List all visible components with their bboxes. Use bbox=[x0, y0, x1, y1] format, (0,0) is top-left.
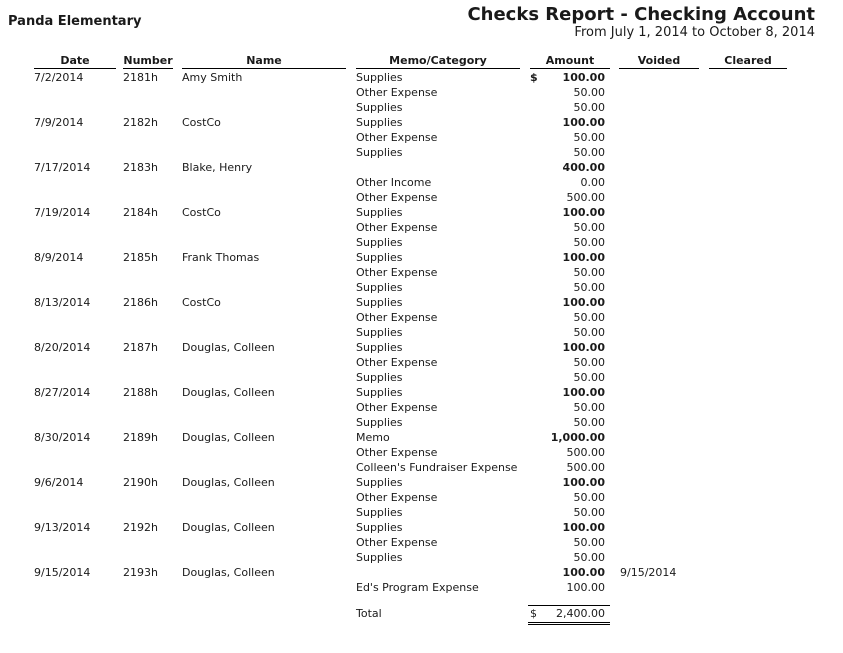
row-payee-name: Frank Thomas bbox=[182, 251, 260, 264]
table-row bbox=[0, 160, 843, 175]
row-memo-category: Supplies bbox=[356, 281, 403, 294]
table-row bbox=[0, 175, 843, 190]
row-amount: 50.00 bbox=[573, 401, 605, 414]
row-memo-category: Supplies bbox=[356, 326, 403, 339]
table-row bbox=[0, 340, 843, 355]
row-amount: 1,000.00 bbox=[550, 431, 605, 444]
row-payee-name: Douglas, Colleen bbox=[182, 431, 275, 444]
row-payee-name: Douglas, Colleen bbox=[182, 566, 275, 579]
row-date: 9/15/2014 bbox=[34, 566, 91, 579]
row-memo-category: Other Expense bbox=[356, 446, 438, 459]
organization-name: Panda Elementary bbox=[8, 14, 142, 29]
row-check-number: 2182h bbox=[123, 116, 158, 129]
row-memo-category: Ed's Program Expense bbox=[356, 581, 479, 594]
column-header-name: Name bbox=[182, 54, 346, 69]
column-header-cleared: Cleared bbox=[709, 54, 787, 69]
row-check-number: 2183h bbox=[123, 161, 158, 174]
row-amount: 50.00 bbox=[573, 536, 605, 549]
row-check-number: 2186h bbox=[123, 296, 158, 309]
table-row bbox=[0, 70, 843, 85]
row-date: 8/20/2014 bbox=[34, 341, 91, 354]
row-check-number: 2193h bbox=[123, 566, 158, 579]
row-amount: 100.00 bbox=[562, 341, 605, 354]
row-amount: 50.00 bbox=[573, 356, 605, 369]
row-amount: 50.00 bbox=[573, 551, 605, 564]
row-payee-name: CostCo bbox=[182, 116, 221, 129]
table-row bbox=[0, 130, 843, 145]
row-amount: 100.00 bbox=[562, 251, 605, 264]
row-memo-category: Supplies bbox=[356, 71, 403, 84]
row-amount: 100.00 bbox=[562, 521, 605, 534]
row-memo-category: Other Expense bbox=[356, 311, 438, 324]
row-amount: 50.00 bbox=[573, 146, 605, 159]
row-memo-category: Supplies bbox=[356, 101, 403, 114]
row-amount: 50.00 bbox=[573, 491, 605, 504]
report-title: Checks Report - Checking Account bbox=[467, 4, 815, 25]
table-row bbox=[0, 205, 843, 220]
total-rule-top bbox=[528, 605, 610, 606]
row-memo-category: Supplies bbox=[356, 416, 403, 429]
table-row bbox=[0, 445, 843, 460]
row-date: 7/17/2014 bbox=[34, 161, 91, 174]
row-memo-category: Supplies bbox=[356, 296, 403, 309]
row-check-number: 2185h bbox=[123, 251, 158, 264]
row-payee-name: Douglas, Colleen bbox=[182, 386, 275, 399]
column-header-number: Number bbox=[123, 54, 173, 67]
table-row bbox=[0, 460, 843, 475]
row-amount: 50.00 bbox=[573, 86, 605, 99]
row-memo-category: Supplies bbox=[356, 146, 403, 159]
table-row bbox=[0, 325, 843, 340]
table-row bbox=[0, 250, 843, 265]
row-date: 7/2/2014 bbox=[34, 71, 84, 84]
row-amount: 50.00 bbox=[573, 416, 605, 429]
table-row bbox=[0, 295, 843, 310]
column-header-amount: Amount bbox=[530, 54, 610, 69]
row-memo-category: Other Expense bbox=[356, 356, 438, 369]
row-amount: 100.00 bbox=[562, 296, 605, 309]
row-date: 8/13/2014 bbox=[34, 296, 91, 309]
row-memo-category: Supplies bbox=[356, 251, 403, 264]
table-row bbox=[0, 400, 843, 415]
row-memo-category: Other Expense bbox=[356, 191, 438, 204]
row-memo-category: Other Expense bbox=[356, 266, 438, 279]
row-memo-category: Other Expense bbox=[356, 131, 438, 144]
row-amount: 100.00 bbox=[562, 386, 605, 399]
row-amount: 100.00 bbox=[562, 116, 605, 129]
row-amount: 0.00 bbox=[580, 176, 605, 189]
column-header-memo: Memo/Category bbox=[356, 54, 520, 69]
table-row bbox=[0, 385, 843, 400]
row-payee-name: Blake, Henry bbox=[182, 161, 253, 174]
row-check-number: 2184h bbox=[123, 206, 158, 219]
table-row bbox=[0, 565, 843, 580]
total-rule-bottom-2 bbox=[528, 624, 610, 625]
table-row bbox=[0, 520, 843, 535]
total-label: Total bbox=[356, 607, 382, 620]
row-amount: 50.00 bbox=[573, 221, 605, 234]
row-amount: 100.00 bbox=[562, 566, 605, 579]
table-row bbox=[0, 220, 843, 235]
column-header-date: Date bbox=[34, 54, 116, 69]
table-row bbox=[0, 580, 843, 595]
row-amount: 500.00 bbox=[566, 191, 605, 204]
row-amount: 50.00 bbox=[573, 311, 605, 324]
row-currency-symbol: $ bbox=[530, 71, 538, 84]
row-date: 9/6/2014 bbox=[34, 476, 84, 489]
row-memo-category: Supplies bbox=[356, 476, 403, 489]
total-amount: 2,400.00 bbox=[556, 607, 605, 620]
row-payee-name: Douglas, Colleen bbox=[182, 476, 275, 489]
row-memo-category: Supplies bbox=[356, 116, 403, 129]
table-row bbox=[0, 100, 843, 115]
table-row bbox=[0, 355, 843, 370]
row-payee-name: Douglas, Colleen bbox=[182, 341, 275, 354]
row-amount: 100.00 bbox=[562, 71, 605, 84]
row-check-number: 2190h bbox=[123, 476, 158, 489]
row-memo-category: Other Income bbox=[356, 176, 432, 189]
total-currency: $ bbox=[530, 607, 537, 620]
table-row bbox=[0, 535, 843, 550]
total-row bbox=[0, 606, 843, 622]
row-amount: 500.00 bbox=[566, 461, 605, 474]
row-amount: 500.00 bbox=[566, 446, 605, 459]
table-row bbox=[0, 475, 843, 490]
row-date: 8/27/2014 bbox=[34, 386, 91, 399]
row-amount: 100.00 bbox=[562, 476, 605, 489]
total-rule-bottom-1 bbox=[528, 622, 610, 623]
table-row bbox=[0, 415, 843, 430]
row-date: 8/30/2014 bbox=[34, 431, 91, 444]
row-voided-date: 9/15/2014 bbox=[620, 566, 677, 579]
row-check-number: 2188h bbox=[123, 386, 158, 399]
row-memo-category: Other Expense bbox=[356, 401, 438, 414]
row-check-number: 2181h bbox=[123, 71, 158, 84]
table-row bbox=[0, 550, 843, 565]
row-payee-name: CostCo bbox=[182, 296, 221, 309]
table-row bbox=[0, 235, 843, 250]
row-memo-category: Other Expense bbox=[356, 221, 438, 234]
row-memo-category: Colleen's Fundraiser Expense bbox=[356, 461, 518, 474]
row-amount: 50.00 bbox=[573, 506, 605, 519]
table-row bbox=[0, 190, 843, 205]
row-payee-name: Amy Smith bbox=[182, 71, 243, 84]
report-date-range: From July 1, 2014 to October 8, 2014 bbox=[574, 25, 815, 40]
row-memo-category: Other Expense bbox=[356, 491, 438, 504]
table-row bbox=[0, 280, 843, 295]
row-memo-category: Supplies bbox=[356, 371, 403, 384]
row-memo-category: Supplies bbox=[356, 551, 403, 564]
table-row bbox=[0, 370, 843, 385]
row-check-number: 2192h bbox=[123, 521, 158, 534]
row-memo-category: Supplies bbox=[356, 506, 403, 519]
table-row bbox=[0, 115, 843, 130]
row-memo-category: Other Expense bbox=[356, 536, 438, 549]
table-row bbox=[0, 145, 843, 160]
row-check-number: 2189h bbox=[123, 431, 158, 444]
table-row bbox=[0, 310, 843, 325]
row-date: 7/19/2014 bbox=[34, 206, 91, 219]
row-date: 8/9/2014 bbox=[34, 251, 84, 264]
row-memo-category: Supplies bbox=[356, 206, 403, 219]
row-amount: 50.00 bbox=[573, 281, 605, 294]
table-row bbox=[0, 505, 843, 520]
table-row bbox=[0, 85, 843, 100]
row-memo-category: Supplies bbox=[356, 341, 403, 354]
row-memo-category: Supplies bbox=[356, 236, 403, 249]
row-payee-name: CostCo bbox=[182, 206, 221, 219]
row-memo-category: Supplies bbox=[356, 386, 403, 399]
row-memo-category: Supplies bbox=[356, 521, 403, 534]
row-memo-category: Other Expense bbox=[356, 86, 438, 99]
row-payee-name: Douglas, Colleen bbox=[182, 521, 275, 534]
column-header-voided: Voided bbox=[619, 54, 699, 69]
table-row bbox=[0, 265, 843, 280]
report-rows bbox=[0, 70, 843, 595]
row-amount: 400.00 bbox=[562, 161, 605, 174]
row-amount: 50.00 bbox=[573, 326, 605, 339]
row-amount: 50.00 bbox=[573, 101, 605, 114]
table-row bbox=[0, 490, 843, 505]
table-row bbox=[0, 430, 843, 445]
row-amount: 50.00 bbox=[573, 266, 605, 279]
row-check-number: 2187h bbox=[123, 341, 158, 354]
row-date: 7/9/2014 bbox=[34, 116, 84, 129]
row-amount: 50.00 bbox=[573, 236, 605, 249]
row-amount: 50.00 bbox=[573, 371, 605, 384]
row-amount: 50.00 bbox=[573, 131, 605, 144]
row-amount: 100.00 bbox=[562, 206, 605, 219]
row-amount: 100.00 bbox=[566, 581, 605, 594]
row-memo-category: Memo bbox=[356, 431, 390, 444]
row-date: 9/13/2014 bbox=[34, 521, 91, 534]
